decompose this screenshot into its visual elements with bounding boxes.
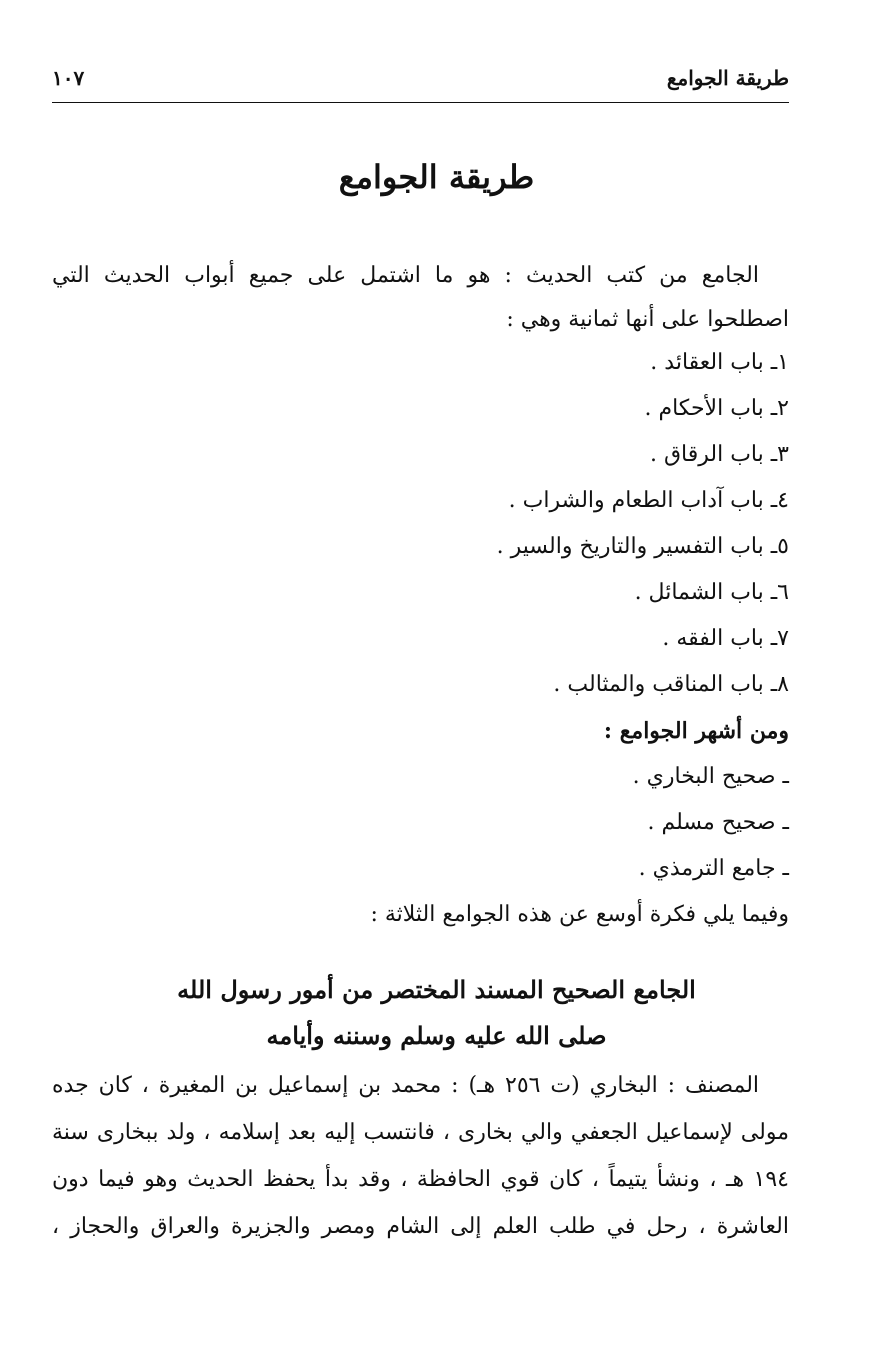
author-paragraph: المصنف : البخاري (ت ٢٥٦ هـ) : محمد بن إسماعيل بن المغيرة ، كان جده مولى لإسماعيل الجعفي والي بخارى ، فانتسب إليه بعد إسلامه ، ولد ببخارى سنة ١٩٤ هـ ، ونشأ يتيماً ، كان قوي الحافظة ، وقد بدأ يحفظ الحديث وهو فيما دون العاشرة ، رحل في طلب العلم إلى الشام ومصر والجزيرة والعراق والحجاز ، (52, 1073, 789, 1239)
famous-item: ـ صحيح مسلم . (647, 810, 789, 835)
intro-paragraph (52, 254, 789, 342)
chapter-item: ٦ـ باب الشمائل . (634, 580, 789, 605)
content-list (52, 340, 789, 938)
intro-text: الجامع من كتب الحديث : هو ما اشتمل على جميع أبواب الحديث التي اصطلحوا على أنها ثمانية وهي : (52, 263, 789, 332)
famous-item: ـ جامع الترمذي . (638, 856, 789, 881)
section-title-line2: صلى الله عليه وسلم وسننه وأيامه (266, 1021, 607, 1050)
chapter-item: ٨ـ باب المناقب والمثالب . (553, 672, 789, 697)
header-rule (52, 102, 789, 103)
page-header (52, 64, 789, 100)
famous-heading: ومن أشهر الجوامع : (603, 718, 789, 744)
transition-line: وفيما يلي فكرة أوسع عن هذه الجوامع الثلاثة : (370, 902, 789, 927)
section-title-line1: الجامع الصحيح المسند المختصر من أمور رسول الله (177, 975, 696, 1004)
chapter-item: ٥ـ باب التفسير والتاريخ والسير . (496, 534, 789, 559)
chapter-title: طريقة الجوامع (338, 158, 535, 196)
chapter-item: ١ـ باب العقائد . (650, 350, 789, 375)
running-title: طريقة الجوامع (666, 66, 789, 90)
chapter-item: ٣ـ باب الرقاق . (649, 442, 789, 467)
famous-item: ـ صحيح البخاري . (632, 764, 789, 789)
page-number: ١٠٧ (52, 66, 85, 90)
chapter-item: ٤ـ باب آداب الطعام والشراب . (508, 488, 789, 513)
chapter-item: ٢ـ باب الأحكام . (644, 396, 789, 421)
author-section (52, 1062, 789, 1250)
chapter-item: ٧ـ باب الفقه . (662, 626, 789, 651)
